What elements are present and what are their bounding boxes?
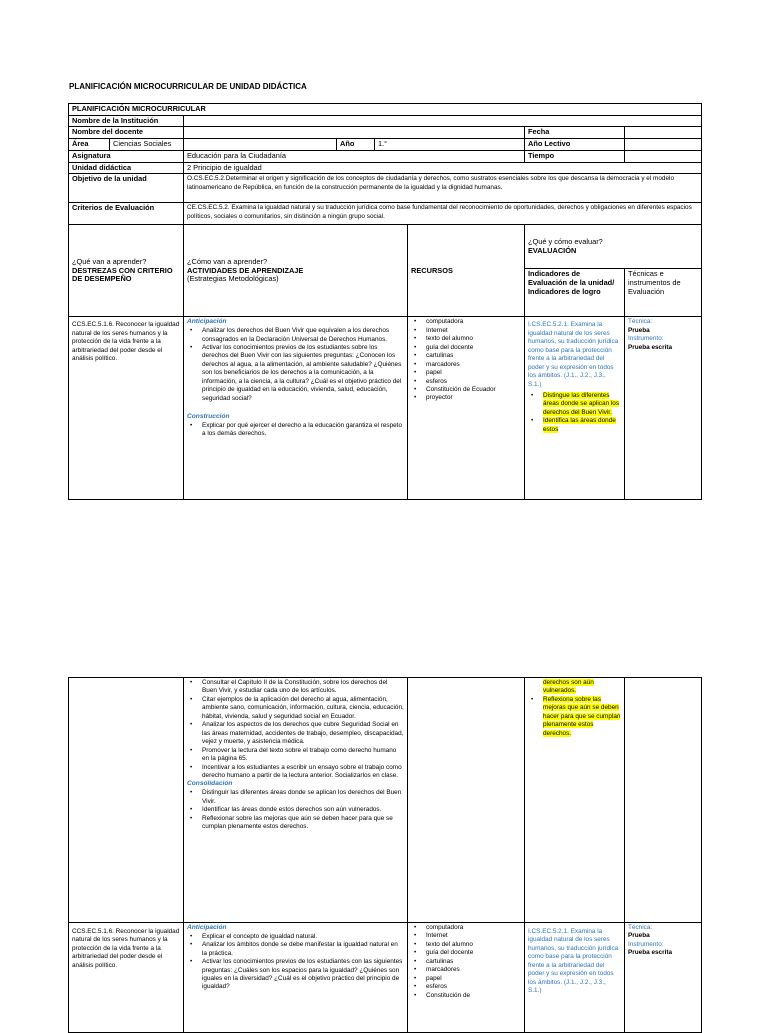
teacher-value bbox=[184, 127, 525, 139]
school-year-label: Año Lectivo bbox=[525, 139, 625, 151]
row3-indicator-text: I.CS.EC.5.2.1. Examina la igualdad natural de los seres humanos, su traducción jurídica como base para la protección frente a la arbitrariedad del poder y su expresión en todos los ámbitos. (J.1., J.2., J.3., S.1.) bbox=[528, 928, 619, 995]
row1-skill: CCS.EC.5.1.6. Reconocer la igualdad natural de los seres humanos y la protección de la vida frente a la arbitrariedad del poder desde el análisis político. bbox=[69, 317, 184, 500]
subject-label: Asignatura bbox=[69, 150, 184, 162]
row2-activities bbox=[184, 678, 408, 923]
row2-consolidation-label: Consolidación bbox=[187, 780, 233, 788]
row3-skill: CCS.EC.5.1.6. Reconocer la igualdad natural de los seres humanos y la protección de la vida frente a la arbitrariedad del poder desde el análisis político. bbox=[69, 923, 184, 1033]
school-year-value bbox=[625, 139, 702, 151]
resource-item: • Constitución de bbox=[426, 992, 521, 1000]
row2-activity-item: • Promover la lectura del texto sobre el trabajo como derecho humano en la página 65. bbox=[202, 747, 404, 764]
resource-item: • papel bbox=[426, 369, 521, 377]
resource-item: • computadora bbox=[426, 924, 521, 932]
technique-label: Técnica: bbox=[628, 318, 653, 326]
criteria-label: Criterios de Evaluación bbox=[69, 203, 184, 225]
resource-item: • guía del docente bbox=[426, 949, 521, 957]
row1-anticipation-label: Anticipación bbox=[187, 318, 227, 326]
criteria-value: CE.CS.EC.5.2. Examina la igualdad natural y su traducción jurídica como base fundamental del reconocimiento de oportunidades, derechos y obligaciones en diferentes espacios políticos, sociales o comunitarios, sin distinción a ningún grupo social. bbox=[184, 203, 702, 225]
achievement-continuation bbox=[528, 679, 621, 696]
row1-activities bbox=[184, 317, 408, 500]
row2-skill bbox=[69, 678, 184, 923]
achievement-item bbox=[543, 696, 621, 738]
resource-item: • Constitución de Ecuador bbox=[426, 386, 521, 394]
row3-techniques bbox=[625, 923, 702, 1033]
date-label: Fecha bbox=[525, 127, 625, 139]
resource-item: • papel bbox=[426, 975, 521, 983]
row2-indicators bbox=[525, 678, 625, 923]
row2-techniques bbox=[625, 678, 702, 923]
row1-indicator-text: I.CS.EC.5.2.1. Examina la igualdad natural de los seres humanos, su traducción jurídica como base para la protección frente a la arbitrariedad del poder y su expresión en todos los ámbitos. (J.1., J.2., J.3., S.1.) bbox=[528, 321, 619, 388]
column-activities-header bbox=[184, 225, 408, 317]
achievement-item bbox=[543, 392, 621, 417]
resource-item: • Internet bbox=[426, 932, 521, 940]
objective-value: O.CS.EC.5.2.Determinar el origen y significación de los conceptos de ciudadanía y derechos, como sustratos esenciales sobre los que descansa la democracia y el modelo latinoamericano de República, en función de la construcción permanente de la igualdad y la dignidad humanas. bbox=[184, 174, 702, 203]
objective-label: Objetivo de la unidad bbox=[69, 174, 184, 203]
planning-table-page-2 bbox=[68, 677, 702, 1033]
instrument-label: Instrumento: bbox=[628, 335, 664, 343]
achievement-text: derechos son aún vulnerados. bbox=[543, 679, 594, 695]
achievement-text: Distingue las diferentes áreas donde se aplican los derechos del Buen Vivir. bbox=[543, 392, 620, 416]
planning-table-page-1 bbox=[68, 103, 702, 500]
q2-note: (Estrategias Metodológicas) bbox=[187, 274, 279, 284]
column-resources-header: RECURSOS bbox=[408, 225, 525, 317]
resource-item: • Internet bbox=[426, 327, 521, 335]
area-blank bbox=[184, 139, 337, 151]
row3-resources bbox=[408, 923, 525, 1033]
resource-item: • cartulinas bbox=[426, 958, 521, 966]
instrument-value: Prueba escrita bbox=[628, 949, 673, 957]
q2-label: ¿Cómo van a aprender? bbox=[187, 256, 268, 266]
row3-indicators bbox=[525, 923, 625, 1033]
institution-value bbox=[184, 115, 702, 127]
institution-label: Nombre de la Institución bbox=[69, 115, 184, 127]
teacher-label: Nombre del docente bbox=[69, 127, 184, 139]
row1-construction-item: • Explicar por qué ejercer el derecho a la educación garantiza el respeto a los demás derechos. bbox=[202, 422, 404, 439]
technique-value: Prueba bbox=[628, 932, 650, 940]
column-skills-header bbox=[69, 225, 184, 317]
row3-anticipation-label: Anticipación bbox=[187, 924, 227, 931]
row2-activity-item: • Analizar los aspectos de los derechos que cubre Seguridad Social en las áreas maternidad, accidentes de trabajo, desempleo, discapacidad, vejez y muerte, y asistencia médica. bbox=[202, 721, 404, 746]
resource-item: • esferos bbox=[426, 378, 521, 386]
achievement-text: Reflexiona sobre las mejoras que aún se deben hacer para que se cumplan plenamente estos derechos. bbox=[543, 695, 621, 737]
row1-indicators bbox=[525, 317, 625, 500]
row1-resources bbox=[408, 317, 525, 500]
row1-anticipation-item: • Analizar los derechos del Buen Vivir que equivalen a los derechos consagrados en la Declaración Universal de Derechos Humanos. bbox=[202, 327, 404, 344]
table-title: PLANIFICACIÓN MICROCURRICULAR bbox=[69, 104, 702, 116]
resource-item: • marcadores bbox=[426, 361, 521, 369]
row2-resources bbox=[408, 678, 525, 923]
row1-techniques bbox=[625, 317, 702, 500]
time-value bbox=[625, 150, 702, 162]
row2-consolidation-item: • Identificar las áreas donde estos derechos son aún vulnerados. bbox=[202, 806, 404, 814]
q1-label: ¿Qué van a aprender? bbox=[72, 256, 147, 266]
resource-item: • texto del alumno bbox=[426, 335, 521, 343]
resource-item: • computadora bbox=[426, 318, 521, 326]
resource-item: • cartulinas bbox=[426, 352, 521, 360]
time-label: Tiempo bbox=[525, 150, 625, 162]
row2-activity-item: • Citar ejemplos de la aplicación del derecho al agua, alimentación, ambiente sano, comunicación, información, cultura, ciencia, educación, hábitat, vivienda, salud y seguridad social en Ecuador. bbox=[202, 696, 404, 721]
column-evaluation-header bbox=[525, 225, 702, 269]
resource-item: • texto del alumno bbox=[426, 941, 521, 949]
q1-subtitle: DESTREZAS CON CRITERIO DE DESEMPEÑO bbox=[72, 265, 173, 284]
indicators-header: Indicadores de Evaluación de la unidad/ Indicadores de logro bbox=[525, 269, 625, 317]
achievement-item bbox=[543, 417, 621, 434]
instrument-label: Instrumento: bbox=[628, 940, 664, 948]
resource-item: • guía del docente bbox=[426, 344, 521, 352]
row2-activity-item: • Incentivar a los estudiantes a escribir un ensayo sobre el trabajo como derecho humano a partir de la lectura anterior. Socializarlos en clase. bbox=[202, 764, 404, 781]
q3-label: ¿Qué y cómo evaluar? bbox=[528, 237, 603, 247]
row3-activities bbox=[184, 923, 408, 1033]
row2-consolidation-item: • Reflexionar sobre las mejoras que aún se deben hacer para que se cumplan plenamente estos derechos. bbox=[202, 815, 404, 832]
row3-anticipation-item: • Activar los conocimientos previos de los estudiantes con las siguientes preguntas: ¿Cuáles son los espacios para la igualdad? ¿Quiénes son iguales en la diversidad? ¿Cuál es el objetivo práctico del principio de igualdad? bbox=[202, 958, 404, 992]
technique-value: Prueba bbox=[628, 326, 650, 334]
row2-activity-item: • Consultar el Capítulo II de la Constitución, sobre los derechos del Buen Vivir, y estudiar cada uno de los artículos. bbox=[202, 679, 404, 696]
resource-item: • esferos bbox=[426, 983, 521, 991]
unit-label: Unidad didáctica bbox=[69, 162, 184, 174]
resource-item: • proyector bbox=[426, 394, 521, 402]
row3-anticipation-item: • Analizar los ámbitos donde se debe manifestar la igualdad natural en la práctica. bbox=[202, 941, 404, 958]
area-label: Área bbox=[69, 139, 110, 151]
instrument-value: Prueba escrita bbox=[628, 343, 673, 351]
row2-consolidation-item: • Distinguir las diferentes áreas donde se aplican los derechos del Buen Vivir. bbox=[202, 789, 404, 806]
q2-subtitle: ACTIVIDADES DE APRENDIZAJE bbox=[187, 265, 304, 275]
subject-value: Educación para la Ciudadanía bbox=[184, 150, 525, 162]
q3-subtitle: EVALUACIÓN bbox=[528, 245, 577, 255]
row3-anticipation-item: • Explicar el concepto de igualdad natural. bbox=[202, 933, 404, 941]
year-value: 1.° bbox=[375, 139, 525, 151]
achievement-text: Identifica las áreas donde estos bbox=[543, 417, 616, 433]
techniques-header: Técnicas e instrumentos de Evaluación bbox=[625, 269, 702, 317]
row1-anticipation-item: • Activar los conocimientos previos de los estudiantes sobre los derechos del Buen Vivir con las siguientes preguntas: ¿Conocen los derechos al agua, a la alimentación, al ambiente saludable? ¿Quiénes son los beneficiarios de los derechos a la comunicación, a la información, a la ciencia, a la cultura? ¿Cuál es el objetivo práctico del principio de igualdad en la educación, vivienda, salud, educación, seguridad social? bbox=[202, 344, 404, 403]
area-value: Ciencias Sociales bbox=[110, 139, 184, 151]
unit-value: 2 Principio de igualdad bbox=[184, 162, 702, 174]
date-value bbox=[625, 127, 702, 139]
year-label: Año bbox=[337, 139, 375, 151]
row1-construction-label: Construcción bbox=[187, 413, 230, 421]
resource-item: • marcadores bbox=[426, 966, 521, 974]
technique-label: Técnica: bbox=[628, 924, 653, 931]
document-title: PLANIFICACIÓN MICROCURRICULAR DE UNIDAD DIDÁCTICA bbox=[69, 82, 307, 91]
